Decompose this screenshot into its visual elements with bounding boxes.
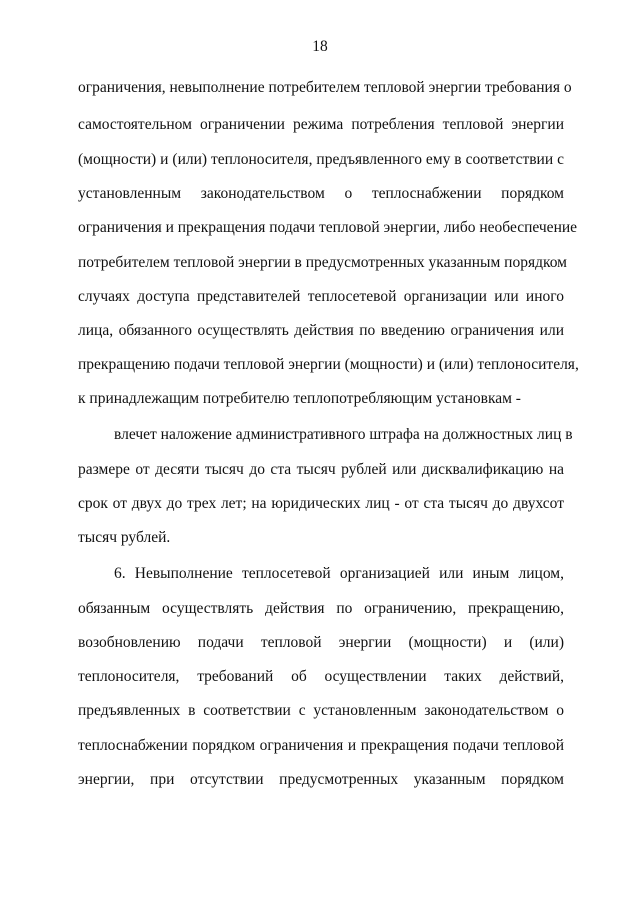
- text-line: (мощности) и (или) теплоносителя, предъявленного ему в соответствии с: [78, 151, 564, 168]
- text-line: возобновлению подачи тепловой энергии (мощности) и (или): [78, 634, 564, 651]
- text-line: лица, обязанного осуществлять действия по введению ограничения или: [78, 322, 564, 339]
- text-line: срок от двух до трех лет; на юридических лиц - от ста тысяч до двухсот: [78, 495, 564, 512]
- text-line: 6. Невыполнение теплосетевой организацией или иным лицом,: [114, 565, 564, 582]
- text-line: ограничения, невыполнение потребителем тепловой энергии требования о: [78, 79, 572, 96]
- text-line: случаях доступа представителей теплосетевой организации или иного: [78, 288, 564, 305]
- text-line: предъявленных в соответствии с установленным законодательством о: [78, 702, 564, 719]
- text-line: потребителем тепловой энергии в предусмотренных указанным порядком: [78, 254, 567, 271]
- text-line: установленным законодательством о теплоснабжении порядком: [78, 185, 564, 202]
- text-line: ограничения и прекращения подачи тепловой энергии, либо необеспечение: [78, 219, 578, 236]
- text-line: теплоснабжении порядком ограничения и прекращения подачи тепловой: [78, 737, 564, 754]
- text-line: тысяч рублей.: [78, 529, 171, 546]
- text-line: энергии, при отсутствии предусмотренных указанным порядком: [78, 771, 564, 788]
- text-line: размере от десяти тысяч до ста тысяч рублей или дисквалификацию на: [78, 461, 564, 478]
- text-line: обязанным осуществлять действия по ограничению, прекращению,: [78, 600, 564, 617]
- text-line: самостоятельном ограничении режима потребления тепловой энергии: [78, 116, 564, 133]
- page-number: 18: [312, 38, 328, 55]
- text-line: теплоносителя, требований об осуществлении таких действий,: [78, 668, 564, 685]
- text-line: влечет наложение административного штрафа на должностных лиц в: [114, 426, 573, 443]
- text-line: к принадлежащим потребителю теплопотребляющим установкам -: [78, 390, 521, 407]
- text-line: прекращению подачи тепловой энергии (мощности) и (или) теплоносителя,: [78, 356, 579, 373]
